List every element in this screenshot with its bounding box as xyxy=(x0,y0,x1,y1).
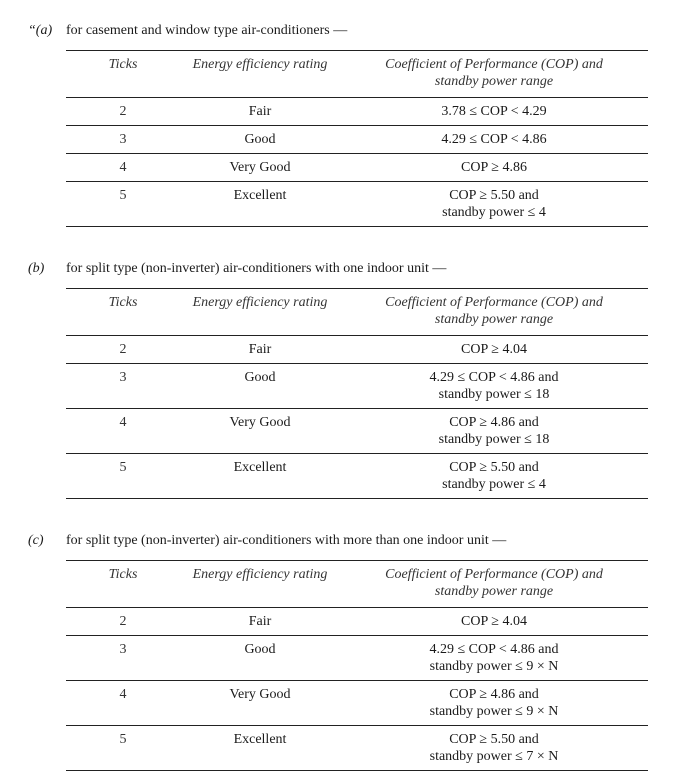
section-title: for casement and window type air-conditioners — xyxy=(66,23,348,38)
cop-cell: 4.29 ≤ COP < 4.86 and standby power ≤ 18 xyxy=(429,370,559,402)
rating-cell: Excellent xyxy=(233,732,287,747)
table-row xyxy=(66,336,648,364)
cop-cell: 3.78 ≤ COP < 4.29 xyxy=(441,104,547,119)
cop-cell: COP ≥ 4.04 xyxy=(461,342,527,357)
table-row xyxy=(66,726,648,771)
cop-cell: COP ≥ 5.50 and standby power ≤ 4 xyxy=(442,188,546,220)
ticks-cell: 5 xyxy=(119,732,127,747)
table-header-row xyxy=(66,289,648,336)
cop-cell: COP ≥ 5.50 and standby power ≤ 7 × N xyxy=(429,732,559,764)
table-row xyxy=(66,409,648,454)
table-row xyxy=(66,182,648,227)
rating-cell: Good xyxy=(244,642,276,657)
ticks-cell: 2 xyxy=(119,104,127,119)
cop-cell: COP ≥ 5.50 and standby power ≤ 4 xyxy=(442,460,546,492)
table-row xyxy=(66,126,648,154)
cop-cell: COP ≥ 4.86 xyxy=(461,160,527,175)
section-marker: (c) xyxy=(28,533,44,548)
header-cop: Coefficient of Performance (COP) and standby power range xyxy=(385,295,603,327)
section-heading xyxy=(28,260,446,278)
rating-cell: Good xyxy=(244,132,276,147)
section-heading xyxy=(28,532,506,550)
ticks-cell: 4 xyxy=(119,160,127,175)
table-header-row xyxy=(66,51,648,98)
rating-cell: Excellent xyxy=(233,460,287,475)
section-marker: (b) xyxy=(28,261,45,276)
rating-cell: Fair xyxy=(248,614,272,629)
ticks-cell: 5 xyxy=(119,188,127,203)
header-ticks: Ticks xyxy=(108,57,138,72)
cop-cell: COP ≥ 4.86 and standby power ≤ 9 × N xyxy=(429,687,559,719)
rating-cell: Very Good xyxy=(229,160,291,175)
rating-table xyxy=(66,560,648,771)
cop-cell: 4.29 ≤ COP < 4.86 xyxy=(441,132,547,147)
rating-cell: Excellent xyxy=(233,188,287,203)
rating-table xyxy=(66,50,648,227)
table-header-row xyxy=(66,561,648,608)
ticks-cell: 3 xyxy=(119,370,127,385)
ticks-cell: 5 xyxy=(119,460,127,475)
cop-cell: 4.29 ≤ COP < 4.86 and standby power ≤ 9 × N xyxy=(429,642,559,674)
section-title: for split type (non-inverter) air-conditioners with one indoor unit — xyxy=(66,261,447,276)
table-row xyxy=(66,454,648,499)
header-ticks: Ticks xyxy=(108,567,138,582)
header-rating: Energy efficiency rating xyxy=(192,295,328,310)
ticks-cell: 2 xyxy=(119,342,127,357)
ticks-cell: 3 xyxy=(119,642,127,657)
table-row xyxy=(66,154,648,182)
rating-cell: Fair xyxy=(248,342,272,357)
section-title: for split type (non-inverter) air-conditioners with more than one indoor unit — xyxy=(66,533,507,548)
table-row xyxy=(66,608,648,636)
header-cop: Coefficient of Performance (COP) and standby power range xyxy=(385,567,603,599)
header-ticks: Ticks xyxy=(108,295,138,310)
ticks-cell: 4 xyxy=(119,415,127,430)
ticks-cell: 3 xyxy=(119,132,127,147)
table-row xyxy=(66,364,648,409)
ticks-cell: 4 xyxy=(119,687,127,702)
rating-cell: Very Good xyxy=(229,687,291,702)
rating-cell: Very Good xyxy=(229,415,291,430)
table-row xyxy=(66,636,648,681)
rating-cell: Fair xyxy=(248,104,272,119)
header-rating: Energy efficiency rating xyxy=(192,567,328,582)
header-rating: Energy efficiency rating xyxy=(192,57,328,72)
table-row xyxy=(66,98,648,126)
section-marker: “(a) xyxy=(28,23,53,38)
cop-cell: COP ≥ 4.86 and standby power ≤ 18 xyxy=(438,415,550,447)
rating-cell: Good xyxy=(244,370,276,385)
section-heading xyxy=(28,22,347,40)
ticks-cell: 2 xyxy=(119,614,127,629)
header-cop: Coefficient of Performance (COP) and standby power range xyxy=(385,57,603,89)
cop-cell: COP ≥ 4.04 xyxy=(461,614,527,629)
rating-table xyxy=(66,288,648,499)
table-row xyxy=(66,681,648,726)
